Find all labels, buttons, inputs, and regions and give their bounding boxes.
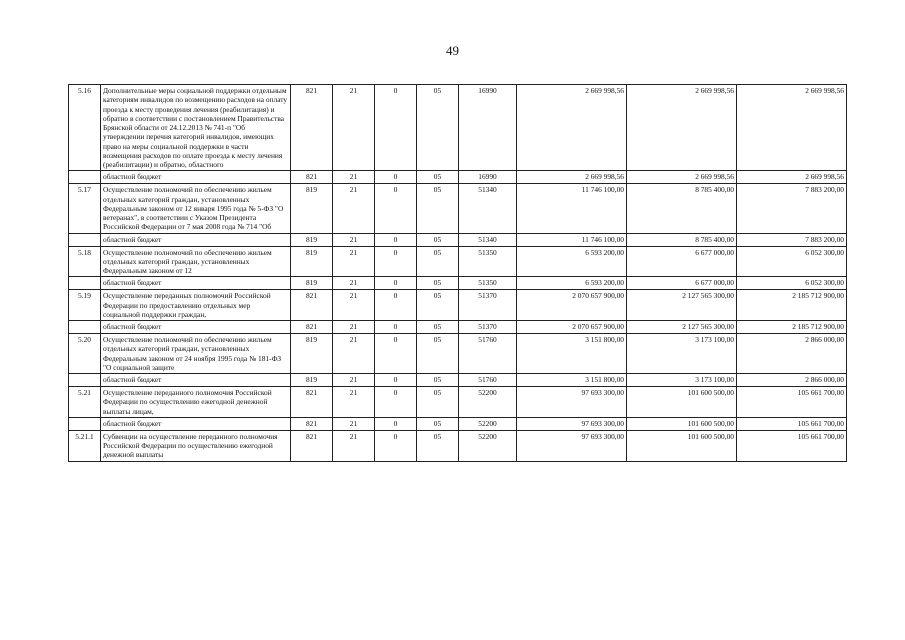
code-direction: 16990	[459, 85, 517, 171]
amount-year-3: 105 661 700,00	[737, 430, 847, 461]
code-program: 21	[333, 85, 375, 171]
code-event: 05	[417, 85, 459, 171]
amount-year-3: 7 883 200,00	[737, 184, 847, 233]
code-ministry: 819	[291, 334, 333, 374]
code-subprogram: 0	[375, 85, 417, 171]
table-subrow	[69, 417, 847, 430]
code-event: 05	[417, 374, 459, 387]
code-program: 21	[333, 374, 375, 387]
row-number	[69, 321, 101, 334]
code-direction: 51760	[459, 334, 517, 374]
amount-year-3: 7 883 200,00	[737, 233, 847, 246]
amount-year-2: 101 600 500,00	[627, 387, 737, 418]
amount-year-2: 101 600 500,00	[627, 417, 737, 430]
row-number	[69, 233, 101, 246]
amount-year-2: 3 173 100,00	[627, 374, 737, 387]
row-description: Осуществление переданных полномочий Российской Федерации по предоставлению отдельных мер социальной поддержки граждан,	[101, 290, 291, 321]
row-number: 5.18	[69, 246, 101, 277]
table-subrow	[69, 277, 847, 290]
code-direction: 52200	[459, 417, 517, 430]
code-direction: 51340	[459, 184, 517, 233]
code-event: 05	[417, 387, 459, 418]
row-number	[69, 277, 101, 290]
row-description: Осуществление переданного полномочия Российской Федерации по осуществлению ежегодной денежной выплаты лицам,	[101, 387, 291, 418]
row-description: Осуществление полномочий по обеспечению жильем отдельных категорий граждан, установленных Федеральным законом от 24 ноября 1995 года № 181-ФЗ "О социальной защите	[101, 334, 291, 374]
amount-year-1: 3 151 800,00	[517, 374, 627, 387]
code-subprogram: 0	[375, 277, 417, 290]
amount-year-3: 6 052 300,00	[737, 277, 847, 290]
code-event: 05	[417, 430, 459, 461]
code-event: 05	[417, 334, 459, 374]
code-direction: 51340	[459, 233, 517, 246]
table-subrow	[69, 233, 847, 246]
amount-year-3: 2 185 712 900,00	[737, 290, 847, 321]
code-program: 21	[333, 233, 375, 246]
row-description: Дополнительные меры социальной поддержки отдельным категориям инвалидов по возмещению расходов на оплату проезда к месту проведения лечения (реабилитация) и обратно в соответствии с постановлением Правительства Брянской области от 24.12.2013 № 741-п "Об утверждении перечня категорий инвалидов, имеющих право на меры социальной поддержки в части возмещения расходов по оплате проезда к месту лечения (реабилитации) и обратно, областного	[101, 85, 291, 171]
amount-year-1: 97 693 300,00	[517, 387, 627, 418]
amount-year-1: 2 669 998,56	[517, 171, 627, 184]
code-direction: 16990	[459, 171, 517, 184]
amount-year-2: 3 173 100,00	[627, 334, 737, 374]
code-program: 21	[333, 417, 375, 430]
table-subrow	[69, 321, 847, 334]
code-direction: 51350	[459, 277, 517, 290]
code-ministry: 819	[291, 184, 333, 233]
code-program: 21	[333, 184, 375, 233]
amount-year-1: 97 693 300,00	[517, 430, 627, 461]
code-subprogram: 0	[375, 417, 417, 430]
table-row	[69, 387, 847, 418]
code-direction: 51370	[459, 321, 517, 334]
code-subprogram: 0	[375, 184, 417, 233]
amount-year-1: 97 693 300,00	[517, 417, 627, 430]
code-subprogram: 0	[375, 374, 417, 387]
amount-year-2: 8 785 400,00	[627, 233, 737, 246]
amount-year-3: 105 661 700,00	[737, 387, 847, 418]
page-number: 49	[446, 43, 459, 58]
row-description: областной бюджет	[101, 233, 291, 246]
table-row	[69, 290, 847, 321]
code-ministry: 821	[291, 417, 333, 430]
amount-year-3: 2 866 000,00	[737, 374, 847, 387]
amount-year-2: 2 669 998,56	[627, 85, 737, 171]
amount-year-3: 2 185 712 900,00	[737, 321, 847, 334]
code-direction: 51370	[459, 290, 517, 321]
code-program: 21	[333, 387, 375, 418]
code-program: 21	[333, 321, 375, 334]
code-event: 05	[417, 184, 459, 233]
code-program: 21	[333, 290, 375, 321]
amount-year-2: 2 669 998,56	[627, 171, 737, 184]
code-direction: 51350	[459, 246, 517, 277]
amount-year-2: 6 677 000,00	[627, 277, 737, 290]
amount-year-3: 2 669 998,56	[737, 85, 847, 171]
amount-year-2: 8 785 400,00	[627, 184, 737, 233]
amount-year-3: 2 669 998,56	[737, 171, 847, 184]
table-row	[69, 85, 847, 171]
code-program: 21	[333, 430, 375, 461]
code-subprogram: 0	[375, 430, 417, 461]
code-event: 05	[417, 290, 459, 321]
row-number: 5.21.1	[69, 430, 101, 461]
table-subrow	[69, 374, 847, 387]
amount-year-3: 6 052 300,00	[737, 246, 847, 277]
code-subprogram: 0	[375, 321, 417, 334]
table-subrow	[69, 171, 847, 184]
amount-year-1: 6 593 200,00	[517, 246, 627, 277]
code-event: 05	[417, 417, 459, 430]
code-program: 21	[333, 246, 375, 277]
code-event: 05	[417, 233, 459, 246]
code-event: 05	[417, 321, 459, 334]
row-description: областной бюджет	[101, 277, 291, 290]
table-row	[69, 184, 847, 233]
code-direction: 51760	[459, 374, 517, 387]
row-number	[69, 374, 101, 387]
row-description: Осуществление полномочий по обеспечению жильем отдельных категорий граждан, установленных Федеральным законом от 12	[101, 246, 291, 277]
code-program: 21	[333, 171, 375, 184]
amount-year-3: 2 866 000,00	[737, 334, 847, 374]
row-description: Субвенции на осуществление переданного полномочия Российской Федерации по осуществлению ежегодной денежной выплаты	[101, 430, 291, 461]
row-description: областной бюджет	[101, 171, 291, 184]
row-number	[69, 171, 101, 184]
code-ministry: 819	[291, 277, 333, 290]
budget-table	[68, 84, 847, 462]
code-subprogram: 0	[375, 290, 417, 321]
code-ministry: 821	[291, 321, 333, 334]
row-number: 5.16	[69, 85, 101, 171]
code-subprogram: 0	[375, 246, 417, 277]
code-ministry: 821	[291, 171, 333, 184]
row-description: областной бюджет	[101, 374, 291, 387]
amount-year-3: 105 661 700,00	[737, 417, 847, 430]
code-ministry: 819	[291, 233, 333, 246]
amount-year-2: 101 600 500,00	[627, 430, 737, 461]
code-ministry: 821	[291, 430, 333, 461]
table-row	[69, 430, 847, 461]
row-number: 5.17	[69, 184, 101, 233]
code-direction: 52200	[459, 387, 517, 418]
code-ministry: 819	[291, 246, 333, 277]
row-number: 5.19	[69, 290, 101, 321]
code-ministry: 821	[291, 387, 333, 418]
code-event: 05	[417, 277, 459, 290]
code-subprogram: 0	[375, 387, 417, 418]
table-row	[69, 246, 847, 277]
table-row	[69, 334, 847, 374]
code-subprogram: 0	[375, 334, 417, 374]
amount-year-2: 2 127 565 300,00	[627, 321, 737, 334]
code-program: 21	[333, 277, 375, 290]
row-description: Осуществление полномочий по обеспечению жильем отдельных категорий граждан, установленных Федеральным законом от 12 января 1995 года № 5-ФЗ "О ветеранах", в соответствии с Указом Президента Российской Федерации от 7 мая 2008 года № 714 "Об	[101, 184, 291, 233]
code-ministry: 819	[291, 374, 333, 387]
row-number	[69, 417, 101, 430]
amount-year-1: 6 593 200,00	[517, 277, 627, 290]
code-event: 05	[417, 171, 459, 184]
row-number: 5.20	[69, 334, 101, 374]
amount-year-1: 2 070 657 900,00	[517, 290, 627, 321]
amount-year-1: 11 746 100,00	[517, 184, 627, 233]
amount-year-1: 3 151 800,00	[517, 334, 627, 374]
amount-year-2: 6 677 000,00	[627, 246, 737, 277]
code-program: 21	[333, 334, 375, 374]
row-description: областной бюджет	[101, 321, 291, 334]
amount-year-1: 2 669 998,56	[517, 85, 627, 171]
row-number: 5.21	[69, 387, 101, 418]
code-subprogram: 0	[375, 171, 417, 184]
code-ministry: 821	[291, 85, 333, 171]
amount-year-2: 2 127 565 300,00	[627, 290, 737, 321]
amount-year-1: 2 070 657 900,00	[517, 321, 627, 334]
code-subprogram: 0	[375, 233, 417, 246]
row-description: областной бюджет	[101, 417, 291, 430]
code-ministry: 821	[291, 290, 333, 321]
code-direction: 52200	[459, 430, 517, 461]
amount-year-1: 11 746 100,00	[517, 233, 627, 246]
table-body	[69, 85, 847, 462]
code-event: 05	[417, 246, 459, 277]
